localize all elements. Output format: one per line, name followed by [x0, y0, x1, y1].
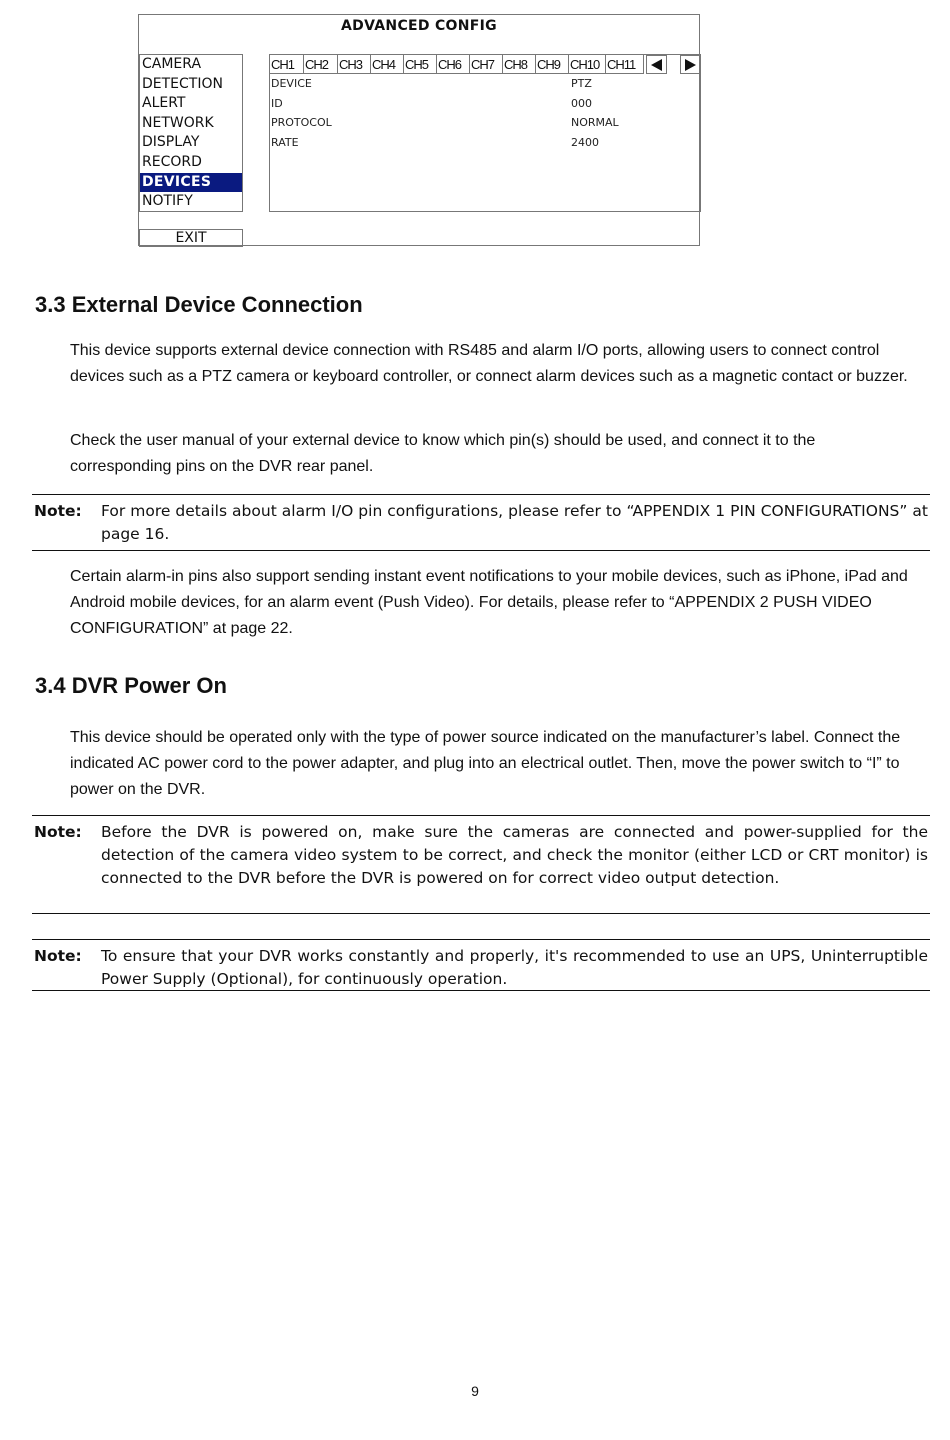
note-text: To ensure that your DVR works constantly and properly, it's recommended to use an UPS, Uninterruptible Power Supply (Optional), for continuously operation.: [101, 947, 928, 988]
menu-item-notify[interactable]: NOTIFY: [142, 193, 193, 210]
config-menu: [139, 54, 243, 212]
note-label: Note:: [34, 947, 82, 965]
menu-item-network[interactable]: NETWORK: [142, 114, 214, 131]
prev-channel-button[interactable]: [646, 55, 667, 74]
advanced-config-panel: [138, 14, 700, 246]
menu-item-devices[interactable]: DEVICES: [140, 173, 242, 193]
param-label: DEVICE: [271, 77, 312, 90]
devices-settings-area: [269, 54, 701, 212]
section-3-3-paragraph-1: This device supports external device connection with RS485 and alarm I/O ports, allowing users to connect control devices such as a PTZ camera or keyboard controller, or connect alarm devices such as a magnetic contact or buzzer.: [70, 342, 908, 385]
section-heading-3-3: 3.3 External Device Connection: [35, 292, 363, 317]
exit-button[interactable]: EXIT: [139, 229, 243, 247]
tab-ch9[interactable]: CH9: [536, 55, 569, 74]
tab-ch3[interactable]: CH3: [338, 55, 371, 74]
param-row-protocol[interactable]: [271, 114, 701, 132]
tab-ch4[interactable]: CH4: [371, 55, 404, 74]
tab-ch11[interactable]: CH11: [606, 55, 644, 74]
param-row-device[interactable]: [271, 75, 701, 93]
param-row-id[interactable]: [271, 95, 701, 113]
menu-item-camera[interactable]: CAMERA: [142, 56, 202, 72]
param-value[interactable]: 2400: [571, 136, 599, 149]
tab-ch1[interactable]: CH1: [270, 55, 304, 74]
param-value[interactable]: 000: [571, 97, 592, 110]
menu-item-display[interactable]: DISPLAY: [142, 134, 200, 151]
tab-ch10[interactable]: CH10: [569, 55, 606, 74]
page-number: 9: [471, 1383, 479, 1399]
note-label: Note:: [34, 502, 82, 520]
section-heading-3-4: 3.4 DVR Power On: [35, 673, 227, 698]
tab-ch5[interactable]: CH5: [404, 55, 437, 74]
param-value[interactable]: PTZ: [571, 77, 592, 90]
tab-ch7[interactable]: CH7: [470, 55, 503, 74]
param-value[interactable]: NORMAL: [571, 116, 619, 129]
param-row-rate[interactable]: [271, 134, 701, 152]
note-box-pin-config: [32, 494, 930, 551]
note-label: Note:: [34, 823, 82, 841]
triangle-left-icon: [651, 59, 662, 71]
note-box-power-on: [32, 815, 930, 914]
note-text: For more details about alarm I/O pin configurations, please refer to “APPENDIX 1 PIN CONFIGURATIONS” at page 16.: [101, 502, 928, 543]
tab-ch8[interactable]: CH8: [503, 55, 536, 74]
tab-ch2[interactable]: CH2: [304, 55, 338, 74]
tab-ch6[interactable]: CH6: [437, 55, 470, 74]
note-text: Before the DVR is powered on, make sure the cameras are connected and power-supplied for the detection of the camera video system to be correct, and check the monitor (either LCD or CRT monitor) is connected to the DVR before the DVR is powered on for correct video output detection.: [101, 823, 928, 887]
param-label: RATE: [271, 136, 299, 149]
channel-tabs: [270, 55, 644, 75]
section-3-4-paragraph-1: This device should be operated only with the type of power source indicated on the manufacturer’s label. Connect the indicated AC power cord to the power adapter, and plug into an electrical outlet. Then, move the power switch to “I” to power on the DVR.: [70, 729, 901, 798]
note-box-ups: [32, 939, 930, 991]
param-label: ID: [271, 97, 283, 110]
menu-item-alert[interactable]: ALERT: [142, 95, 186, 112]
param-label: PROTOCOL: [271, 116, 332, 129]
next-channel-button[interactable]: [680, 55, 701, 74]
menu-item-detection[interactable]: DETECTION: [142, 75, 223, 92]
section-3-3-paragraph-2: Check the user manual of your external device to know which pin(s) should be used, and connect it to the corresponding pins on the DVR rear panel.: [70, 432, 816, 475]
section-3-3-paragraph-3: Certain alarm-in pins also support sending instant event notifications to your mobile devices, such as iPhone, iPad and Android mobile devices, for an alarm event (Push Video). For details, please refer to “APPENDIX 2 PUSH VIDEO CONFIGURATION” at page 22.: [70, 568, 908, 637]
panel-title: ADVANCED CONFIG: [341, 18, 497, 34]
menu-item-record[interactable]: RECORD: [142, 153, 202, 170]
triangle-right-icon: [685, 59, 696, 71]
